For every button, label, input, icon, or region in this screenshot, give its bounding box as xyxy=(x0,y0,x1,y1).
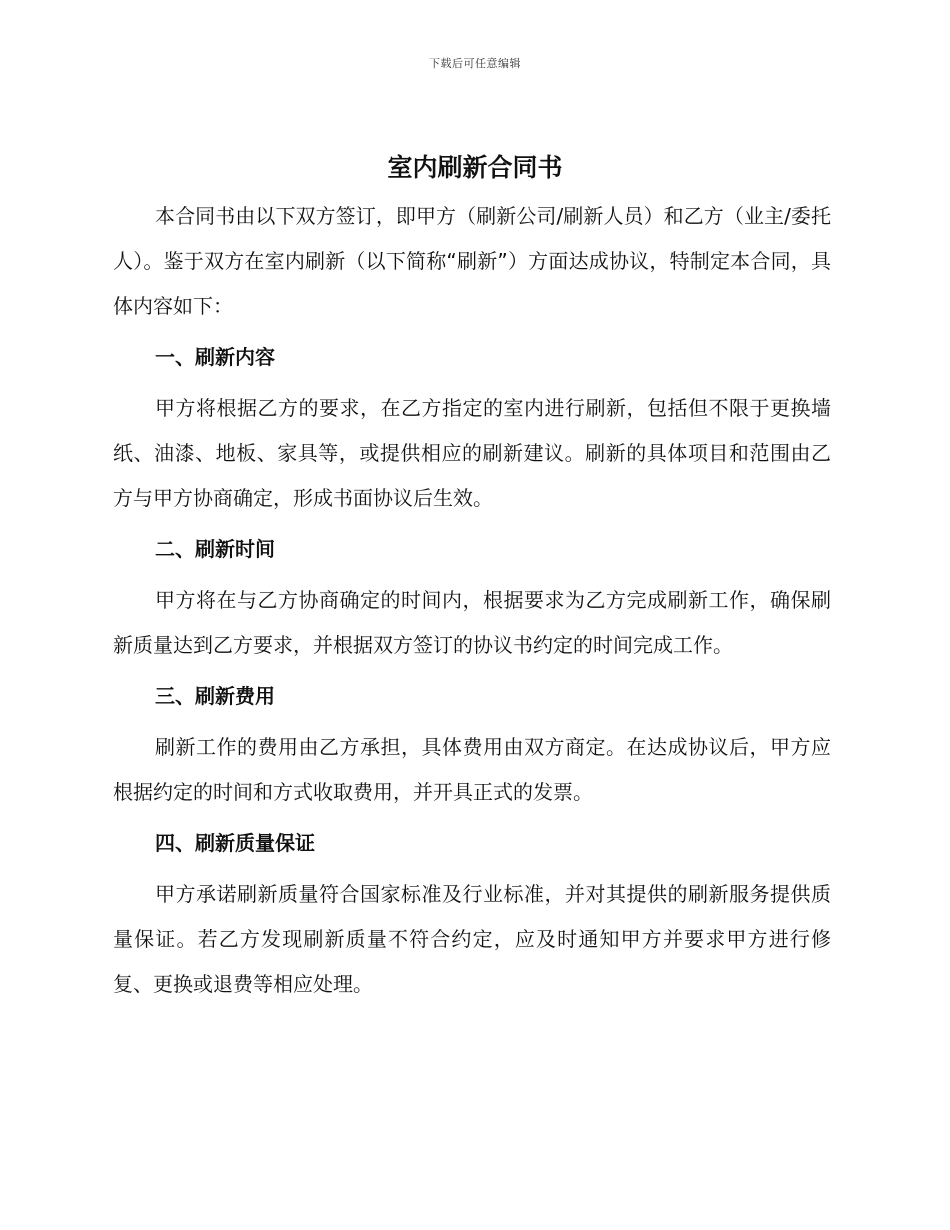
document-body xyxy=(113,194,831,1007)
section-body-quality: 甲方承诺刷新质量符合国家标准及行业标准，并对其提供的刷新服务提供质量保证。若乙方发现刷新质量不符合约定，应及时通知甲方并要求甲方进行修复、更换或退费等相应处理。 xyxy=(113,882,831,996)
section-body-time: 甲方将在与乙方协商确定的时间内，根据要求为乙方完成刷新工作，确保刷新质量达到乙方要求，并根据双方签订的协议书约定的时间完成工作。 xyxy=(113,588,831,657)
section-heading-quality: 四、刷新质量保证 xyxy=(155,831,315,855)
document-title: 室内刷新合同书 xyxy=(387,153,563,182)
section-body-fee: 刷新工作的费用由乙方承担，具体费用由双方商定。在达成协议后，甲方应根据约定的时间和方式收取费用，并开具正式的发票。 xyxy=(113,735,831,804)
section-body-content: 甲方将根据乙方的要求，在乙方指定的室内进行刷新，包括但不限于更换墙纸、油漆、地板、家具等，或提供相应的刷新建议。刷新的具体项目和范围由乙方与甲方协商确定，形成书面协议后生效。 xyxy=(113,396,831,510)
header-note: 下载后可任意编辑 xyxy=(429,57,521,70)
section-heading-time: 二、刷新时间 xyxy=(155,537,275,561)
intro-paragraph: 本合同书由以下双方签订，即甲方（刷新公司/刷新人员）和乙方（业主/委托人）。鉴于双方在室内刷新（以下简称“刷新”）方面达成协议，特制定本合同，具体内容如下： xyxy=(113,204,831,318)
section-heading-fee: 三、刷新费用 xyxy=(155,684,275,708)
section-heading-content: 一、刷新内容 xyxy=(155,345,275,369)
